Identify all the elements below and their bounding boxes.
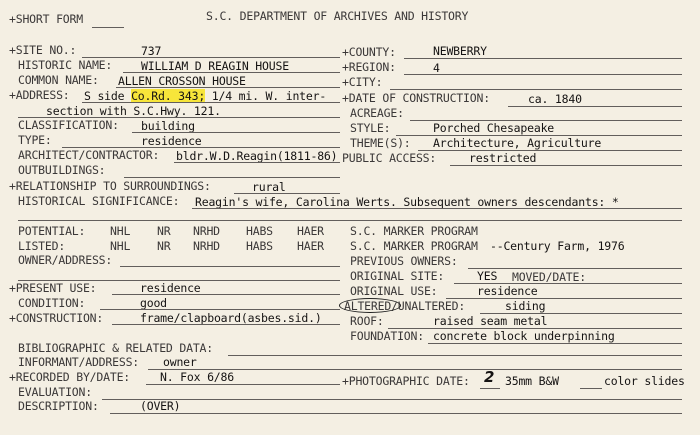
address-label: +ADDRESS: [9, 88, 70, 102]
present-use-line [112, 294, 340, 295]
short-form-label: +SHORT FORM [9, 12, 83, 26]
original-site-value: YES [477, 269, 498, 283]
relationship-value: rural [252, 180, 286, 194]
address-line [82, 102, 340, 103]
description-line [110, 413, 682, 414]
type-value: residence [141, 134, 202, 148]
listed-nrhd: NRHD [193, 239, 220, 253]
potential-label: POTENTIAL: [18, 224, 86, 238]
county-line [404, 58, 682, 59]
informant-label: INFORMANT/ADDRESS: [18, 355, 140, 369]
potential-habs: HABS [246, 224, 273, 238]
public-access-label: PUBLIC ACCESS: [342, 151, 437, 165]
city-line [390, 89, 682, 90]
foundation-value: concrete block underpinning [433, 329, 615, 343]
acreage-label: ACREAGE: [350, 106, 404, 120]
original-use-line [446, 298, 682, 299]
construction-label: +CONSTRUCTION: [9, 311, 104, 325]
recorded-by-line [146, 384, 340, 385]
department-title: S.C. DEPARTMENT OF ARCHIVES AND HISTORY [206, 9, 469, 23]
region-line [404, 74, 682, 75]
relationship-label: +RELATIONSHIP TO SURROUNDINGS: [9, 179, 211, 193]
roof-label: ROOF: [350, 314, 384, 328]
potential-haer: HAER [297, 224, 324, 238]
potential-nhl: NHL [110, 224, 131, 238]
listed-haer: HAER [297, 239, 324, 253]
date-construction-line [508, 106, 682, 107]
altered-word: ALTERED [344, 299, 392, 313]
public-access-line [450, 165, 682, 166]
foundation-label: FOUNDATION: [350, 329, 424, 343]
description-value: (OVER) [140, 399, 181, 413]
previous-owners-label: PREVIOUS OWNERS: [350, 254, 458, 268]
photo-color-line [580, 388, 602, 389]
photo-date-label: +PHOTOGRAPHIC DATE: [342, 374, 470, 388]
classification-label: CLASSIFICATION: [18, 118, 119, 132]
outbuildings-line [124, 177, 340, 178]
classification-value: building [141, 119, 195, 133]
significance-value: Reagin's wife, Carolina Werts. Subsequent owners descendants: * [195, 195, 619, 209]
moved-date-label: MOVED/DATE: [512, 270, 586, 284]
construction-line [112, 324, 340, 325]
evaluation-label: EVALUATION: [18, 385, 92, 399]
historic-name-line [123, 72, 340, 73]
listed-nr: NR [157, 239, 171, 253]
site-no-label: +SITE NO.: [9, 43, 77, 57]
architect-label: ARCHITECT/CONTRACTOR: [18, 148, 160, 162]
historic-name-value: WILLIAM D REAGIN HOUSE [141, 59, 289, 73]
informant-value: owner [163, 355, 197, 369]
architect-line [174, 162, 340, 163]
listed-nhl: NHL [110, 239, 131, 253]
region-label: +REGION: [342, 60, 396, 74]
address-line2-value: section with S.C.Hwy. 121. [46, 104, 221, 118]
condition-line [100, 309, 340, 310]
previous-owners-line [468, 268, 682, 269]
date-construction-value: ca. 1840 [528, 92, 582, 106]
foundation-line [428, 343, 682, 344]
significance-line2 [18, 220, 682, 221]
address-text-start: S side [84, 89, 132, 103]
potential-nr: NR [157, 224, 171, 238]
recorded-by-value: N. Fox 6/86 [160, 370, 234, 384]
potential-nrhd: NRHD [193, 224, 220, 238]
significance-line [192, 208, 682, 209]
classification-line [132, 132, 340, 133]
roof-value: raised seam metal [433, 314, 548, 328]
photo-count-value: 2 [484, 368, 495, 386]
original-use-value: residence [477, 284, 538, 298]
photo-count-line [480, 388, 500, 389]
themes-label: THEME(S): [350, 136, 411, 150]
historic-name-label: HISTORIC NAME: [18, 58, 113, 72]
county-label: +COUNTY: [342, 45, 396, 59]
address-highlight: Co.Rd. 343; [131, 89, 206, 103]
listed-label: LISTED: [18, 239, 66, 253]
present-use-label: +PRESENT USE: [9, 281, 97, 295]
common-name-line [116, 87, 340, 88]
site-no-line [82, 57, 340, 58]
architect-value: bldr.W.D.Reagin(1811-86) [176, 149, 338, 163]
address-text-end: 1/4 mi. W. inter- [205, 89, 327, 103]
owner-address-line [120, 266, 340, 267]
original-use-label: ORIGINAL USE: [350, 284, 438, 298]
style-value: Porched Chesapeake [433, 121, 555, 135]
present-use-value: residence [140, 281, 201, 295]
description-label: DESCRIPTION: [18, 399, 99, 413]
county-value: NEWBERRY [433, 44, 487, 58]
condition-value: good [140, 296, 167, 310]
original-site-label: ORIGINAL SITE: [350, 269, 445, 283]
bibliographic-label: BIBLIOGRAPHIC & RELATED DATA: [18, 341, 213, 355]
significance-label: HISTORICAL SIGNIFICANCE: [18, 194, 180, 208]
relationship-line [234, 193, 340, 194]
themes-line [418, 150, 682, 151]
recorded-by-label: +RECORDED BY/DATE: [9, 370, 131, 384]
city-label: +CITY: [342, 75, 383, 89]
owner-address-label: OWNER/ADDRESS: [18, 253, 113, 267]
short-form-line [92, 27, 124, 28]
date-construction-label: +DATE OF CONSTRUCTION: [342, 91, 490, 105]
construction-value: frame/clapboard(asbes.sid.) [140, 311, 322, 325]
photo-bw-value: 35mm B&W [505, 374, 559, 388]
altered-circle-mark [339, 298, 401, 313]
marker-program-value: --Century Farm, 1976 [490, 239, 625, 253]
common-name-label: COMMON NAME: [18, 73, 99, 87]
style-label: STYLE: [350, 121, 391, 135]
evaluation-line [102, 399, 682, 400]
marker-program-label-2: S.C. MARKER PROGRAM [350, 239, 478, 253]
site-no-value: 737 [141, 44, 162, 58]
photo-color-value: color slides [604, 374, 685, 388]
common-name-value: ALLEN CROSSON HOUSE [118, 74, 246, 88]
outbuildings-label: OUTBUILDINGS: [18, 163, 106, 177]
altered-value: siding [505, 299, 546, 313]
type-label: TYPE: [18, 133, 52, 147]
listed-habs: HABS [246, 239, 273, 253]
marker-program-label: S.C. MARKER PROGRAM [350, 224, 478, 238]
unaltered-word: /UNALTERED: [391, 299, 466, 313]
region-value: 4 [433, 61, 440, 75]
bibliographic-line [228, 355, 682, 356]
public-access-value: restricted [469, 151, 537, 165]
condition-label: CONDITION: [18, 296, 86, 310]
themes-value: Architecture, Agriculture [433, 136, 602, 150]
